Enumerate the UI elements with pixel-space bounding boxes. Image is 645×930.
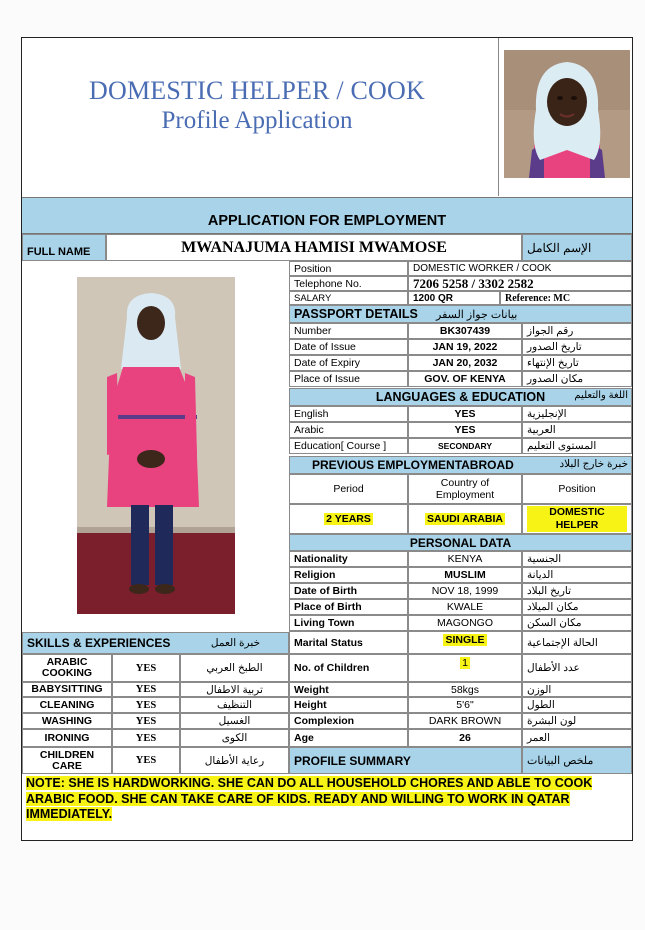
passport-row-label: Date of Issue <box>289 339 408 355</box>
skill-row-label: WASHING <box>22 713 112 729</box>
language-row-ar: المستوى التعليم <box>522 438 632 454</box>
skill-row-label: CLEANING <box>22 697 112 713</box>
skill-row-value: YES <box>112 729 180 747</box>
personal-row-ar: العمر <box>522 729 632 747</box>
personal-row-ar: مكان الميلاد <box>522 599 632 615</box>
profile-summary-header-ar: ملخص البيانات <box>522 747 632 774</box>
document-subtitle: Profile Application <box>161 107 353 134</box>
personal-row-label: Living Town <box>289 615 408 631</box>
personal-row-label: Marital Status <box>289 631 408 654</box>
passport-row-ar: رقم الجواز <box>522 323 632 339</box>
application-document <box>21 37 633 841</box>
country-value-text: SAUDI ARABIA <box>426 513 504 525</box>
passport-row-label: Number <box>289 323 408 339</box>
personal-row-label: Complexion <box>289 713 408 729</box>
skills-header-ar: خبرة العمل <box>210 637 260 649</box>
skill-row-value: YES <box>112 697 180 713</box>
personal-row-label: Height <box>289 697 408 713</box>
passport-header: PASSPORT DETAILS <box>289 305 532 323</box>
passport-row-label: Place of Issue <box>289 371 408 387</box>
personal-row-label: No. of Children <box>289 654 408 682</box>
headshot-photo <box>498 38 633 196</box>
personal-row-value <box>408 654 522 682</box>
personal-row-label: Religion <box>289 567 408 583</box>
personal-row-ar: لون البشرة <box>522 713 632 729</box>
language-row-value: YES <box>408 406 522 422</box>
skill-row-value: YES <box>112 713 180 729</box>
period-value <box>289 504 408 534</box>
passport-row-value: BK307439 <box>408 323 522 339</box>
personal-data-header: PERSONAL DATA <box>289 534 632 551</box>
skill-row-label: CHILDREN CARE <box>22 747 112 774</box>
personal-row-value-text: 1 <box>462 657 468 669</box>
personal-row-value: NOV 18, 1999 <box>408 583 522 599</box>
country-column-header <box>408 474 522 504</box>
personal-row-value: MUSLIM <box>408 567 522 583</box>
skill-row-ar: تربية الاطفال <box>180 682 289 697</box>
passport-row-ar: تاريخ الصدور <box>522 339 632 355</box>
salary-value: 1200 QR <box>408 291 500 305</box>
skill-row-ar: الغسيل <box>180 713 289 729</box>
languages-header: LANGUAGES & EDUCATION <box>289 388 632 406</box>
skill-row-ar: التنظيف <box>180 697 289 713</box>
language-row-ar: الإنجليزية <box>522 406 632 422</box>
salary-label: SALARY <box>289 291 408 305</box>
personal-row-value <box>408 631 522 654</box>
profile-note <box>26 776 628 823</box>
personal-row-ar: الجنسية <box>522 551 632 567</box>
personal-row-value: KWALE <box>408 599 522 615</box>
personal-row-label: Age <box>289 729 408 747</box>
personal-row-label: Place of Birth <box>289 599 408 615</box>
skill-row-ar: الكوى <box>180 729 289 747</box>
personal-row-ar: الوزن <box>522 682 632 697</box>
personal-row-value: MAGONGO <box>408 615 522 631</box>
personal-row-label: Date of Birth <box>289 583 408 599</box>
skill-row-label: IRONING <box>22 729 112 747</box>
position-value-prev-text: DOMESTIC HELPER <box>527 506 627 532</box>
full-body-photo <box>77 277 235 614</box>
document-title: DOMESTIC HELPER / COOK <box>89 76 425 105</box>
personal-row-value-text: SINGLE <box>445 634 485 646</box>
period-column-header: Period <box>289 474 408 504</box>
language-row-label: Arabic <box>289 422 408 438</box>
personal-row-ar: عدد الأطفال <box>522 654 632 682</box>
telephone-value: 7206 5258 / 3302 2582 <box>408 276 632 291</box>
language-row-ar: العربية <box>522 422 632 438</box>
personal-row-value: 5'6" <box>408 697 522 713</box>
telephone-label: Telephone No. <box>289 276 408 291</box>
position-value: DOMESTIC WORKER / COOK <box>408 261 632 276</box>
personal-row-ar: مكان السكن <box>522 615 632 631</box>
reference-value: Reference: MC <box>500 291 632 305</box>
position-value-prev <box>522 504 632 534</box>
languages-header-ar: اللغة والتعليم <box>574 390 628 401</box>
personal-row-ar: الطول <box>522 697 632 713</box>
skill-row-value: YES <box>112 682 180 697</box>
passport-row-ar: تاريخ الإنتهاء <box>522 355 632 371</box>
profile-note-text: NOTE: SHE IS HARDWORKING. SHE CAN DO ALL HOUSEHOLD CHORES AND ABLE TO COOK ARABIC FOOD. SHE CAN TAKE CARE OF KIDS. READY AND WILLING TO WORK IN QATAR IMMEDIATELY. <box>26 776 593 821</box>
personal-row-label: Nationality <box>289 551 408 567</box>
profile-summary-header: PROFILE SUMMARY <box>289 747 522 774</box>
country-value <box>408 504 522 534</box>
full-name-label: FULL NAME <box>22 234 106 261</box>
personal-row-label: Weight <box>289 682 408 697</box>
passport-row-ar: مكان الصدور <box>522 371 632 387</box>
language-row-value: SECONDARY <box>408 438 522 454</box>
personal-row-ar: الحالة الإجتماعية <box>522 631 632 654</box>
country-column-label: Country of Employment <box>435 477 495 501</box>
skills-header: SKILLS & EXPERIENCES <box>22 632 289 654</box>
position-label: Position <box>289 261 408 276</box>
personal-row-value: DARK BROWN <box>408 713 522 729</box>
skill-row-label: BABYSITTING <box>22 682 112 697</box>
position-column-header: Position <box>522 474 632 504</box>
passport-row-label: Date of Expiry <box>289 355 408 371</box>
period-value-text: 2 YEARS <box>326 513 371 525</box>
personal-row-value: 26 <box>408 729 522 747</box>
personal-row-value: KENYA <box>408 551 522 567</box>
passport-row-value: JAN 20, 2032 <box>408 355 522 371</box>
passport-header-ar: بيانات جواز السفر <box>432 305 632 323</box>
skill-row-ar: الطبخ العربي <box>180 654 289 682</box>
personal-row-ar: الديانة <box>522 567 632 583</box>
skill-row-label: ARABIC COOKING <box>22 654 112 682</box>
personal-row-ar: تاريخ البلاد <box>522 583 632 599</box>
previous-employment-header: PREVIOUS EMPLOYMENTABROAD <box>289 456 632 474</box>
passport-row-value: GOV. OF KENYA <box>408 371 522 387</box>
skill-row-value: YES <box>112 747 180 774</box>
skill-row-ar: رعاية الأطفال <box>180 747 289 774</box>
skill-row-value: YES <box>112 654 180 682</box>
full-name-value: MWANAJUMA HAMISI MWAMOSE <box>106 234 522 261</box>
full-name-label-ar: الإسم الكامل <box>522 234 632 261</box>
language-row-label: Education[ Course ] <box>289 438 408 454</box>
passport-row-value: JAN 19, 2022 <box>408 339 522 355</box>
previous-employment-header-ar: خبرة خارج البلاد <box>559 458 628 470</box>
personal-row-value: 58kgs <box>408 682 522 697</box>
language-row-value: YES <box>408 422 522 438</box>
language-row-label: English <box>289 406 408 422</box>
section-title: APPLICATION FOR EMPLOYMENT <box>207 213 447 229</box>
